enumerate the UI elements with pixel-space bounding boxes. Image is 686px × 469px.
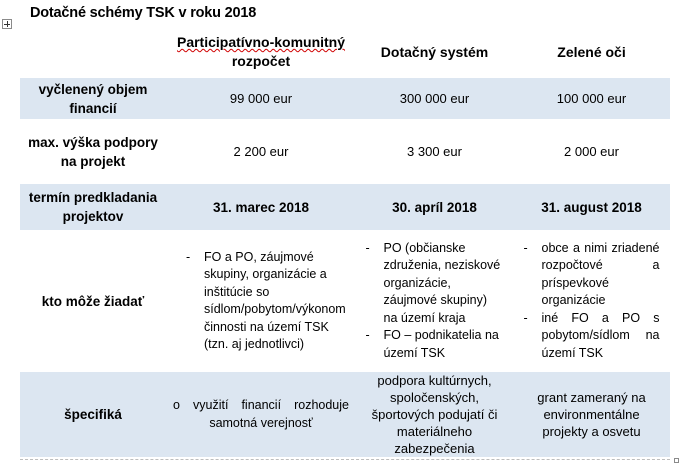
row-max-support <box>20 119 670 184</box>
who-item-2a: - PO (občianske združenia, neziskové organizácie, záujmové skupiny) na území kraja <box>366 240 504 328</box>
col-header-dotacny: Dotačný systém <box>380 43 489 60</box>
col-header-participativny <box>166 26 356 78</box>
cell-deadline-3: 31. august 2018 <box>513 184 670 230</box>
dash-icon: - <box>365 240 370 255</box>
grant-schemes-table <box>20 26 670 457</box>
row-label-specific: špecifiká <box>20 372 166 457</box>
cell-deadline-2: 30. apríl 2018 <box>356 184 513 230</box>
cell-max-2: 3 300 eur <box>407 144 462 159</box>
row-label-max: max. výška podpory na projekt <box>28 134 158 169</box>
cell-who-1 <box>166 230 356 372</box>
who-item-2b: - FO – podnikatelia na území TSK <box>366 327 504 362</box>
table-resize-handle[interactable] <box>674 458 679 463</box>
cell-who-2 <box>356 230 513 372</box>
col-header-zelene-oci: Zelené oči <box>557 43 626 60</box>
row-specific <box>20 372 670 457</box>
header-row <box>20 26 670 78</box>
who-item-3b: - iné FO a PO s pobytom/sídlom na území TSK <box>524 310 660 363</box>
row-label-deadline: termín predkladania projektov <box>20 184 166 230</box>
dash-icon: - <box>365 328 370 343</box>
who-list-3 <box>524 240 660 363</box>
table-move-handle[interactable] <box>2 19 12 29</box>
cell-who-3 <box>513 230 670 372</box>
cell-specific-3: grant zameraný na environmentálne projekty a osvetu <box>513 372 670 457</box>
dash-icon: - <box>523 240 528 255</box>
cell-budget-2: 300 000 eur <box>356 78 513 119</box>
row-budget <box>20 78 670 119</box>
who-list-2 <box>366 240 504 363</box>
cell-specific-2: podpora kultúrnych, spoločenských, športových podujatí či materiálneho zabezpečenia <box>356 372 513 457</box>
col-header-text: Participatívno-komunitný rozpočet <box>176 34 346 69</box>
cell-budget-3: 100 000 eur <box>513 78 670 119</box>
page-title: Dotačné schémy TSK v roku 2018 <box>30 5 257 21</box>
row-deadline <box>20 184 670 230</box>
cell-budget-1: 99 000 eur <box>166 78 356 119</box>
cell-specific-1 <box>166 372 356 457</box>
row-who <box>20 230 670 372</box>
spellcheck-underline: Participatívno-komunitný <box>176 34 346 50</box>
cell-max-1: 2 200 eur <box>233 144 289 159</box>
who-item-1: - FO a PO, záujmové skupiny, organizácie a inštitúcie so sídlom/pobytom/výkonom činnosti na území TSK (tzn. aj jednotlivci) <box>186 249 336 354</box>
row-label-who: kto môže žiadať <box>41 293 145 309</box>
table-bottom-border <box>20 459 670 461</box>
cell-deadline-1: 31. marec 2018 <box>166 184 356 230</box>
who-item-3a: - obce a nimi zriadené rozpočtové a príspevkové organizácie <box>524 240 660 310</box>
dash-icon: - <box>186 249 191 264</box>
cell-max-3: 2 000 eur <box>564 144 619 159</box>
dash-icon: - <box>523 310 528 325</box>
specific-text-1: o využití financií rozhoduje samotná verejnosť <box>173 398 349 430</box>
row-label-budget: vyčlenený objem financií <box>20 78 166 119</box>
header-corner <box>20 26 166 78</box>
